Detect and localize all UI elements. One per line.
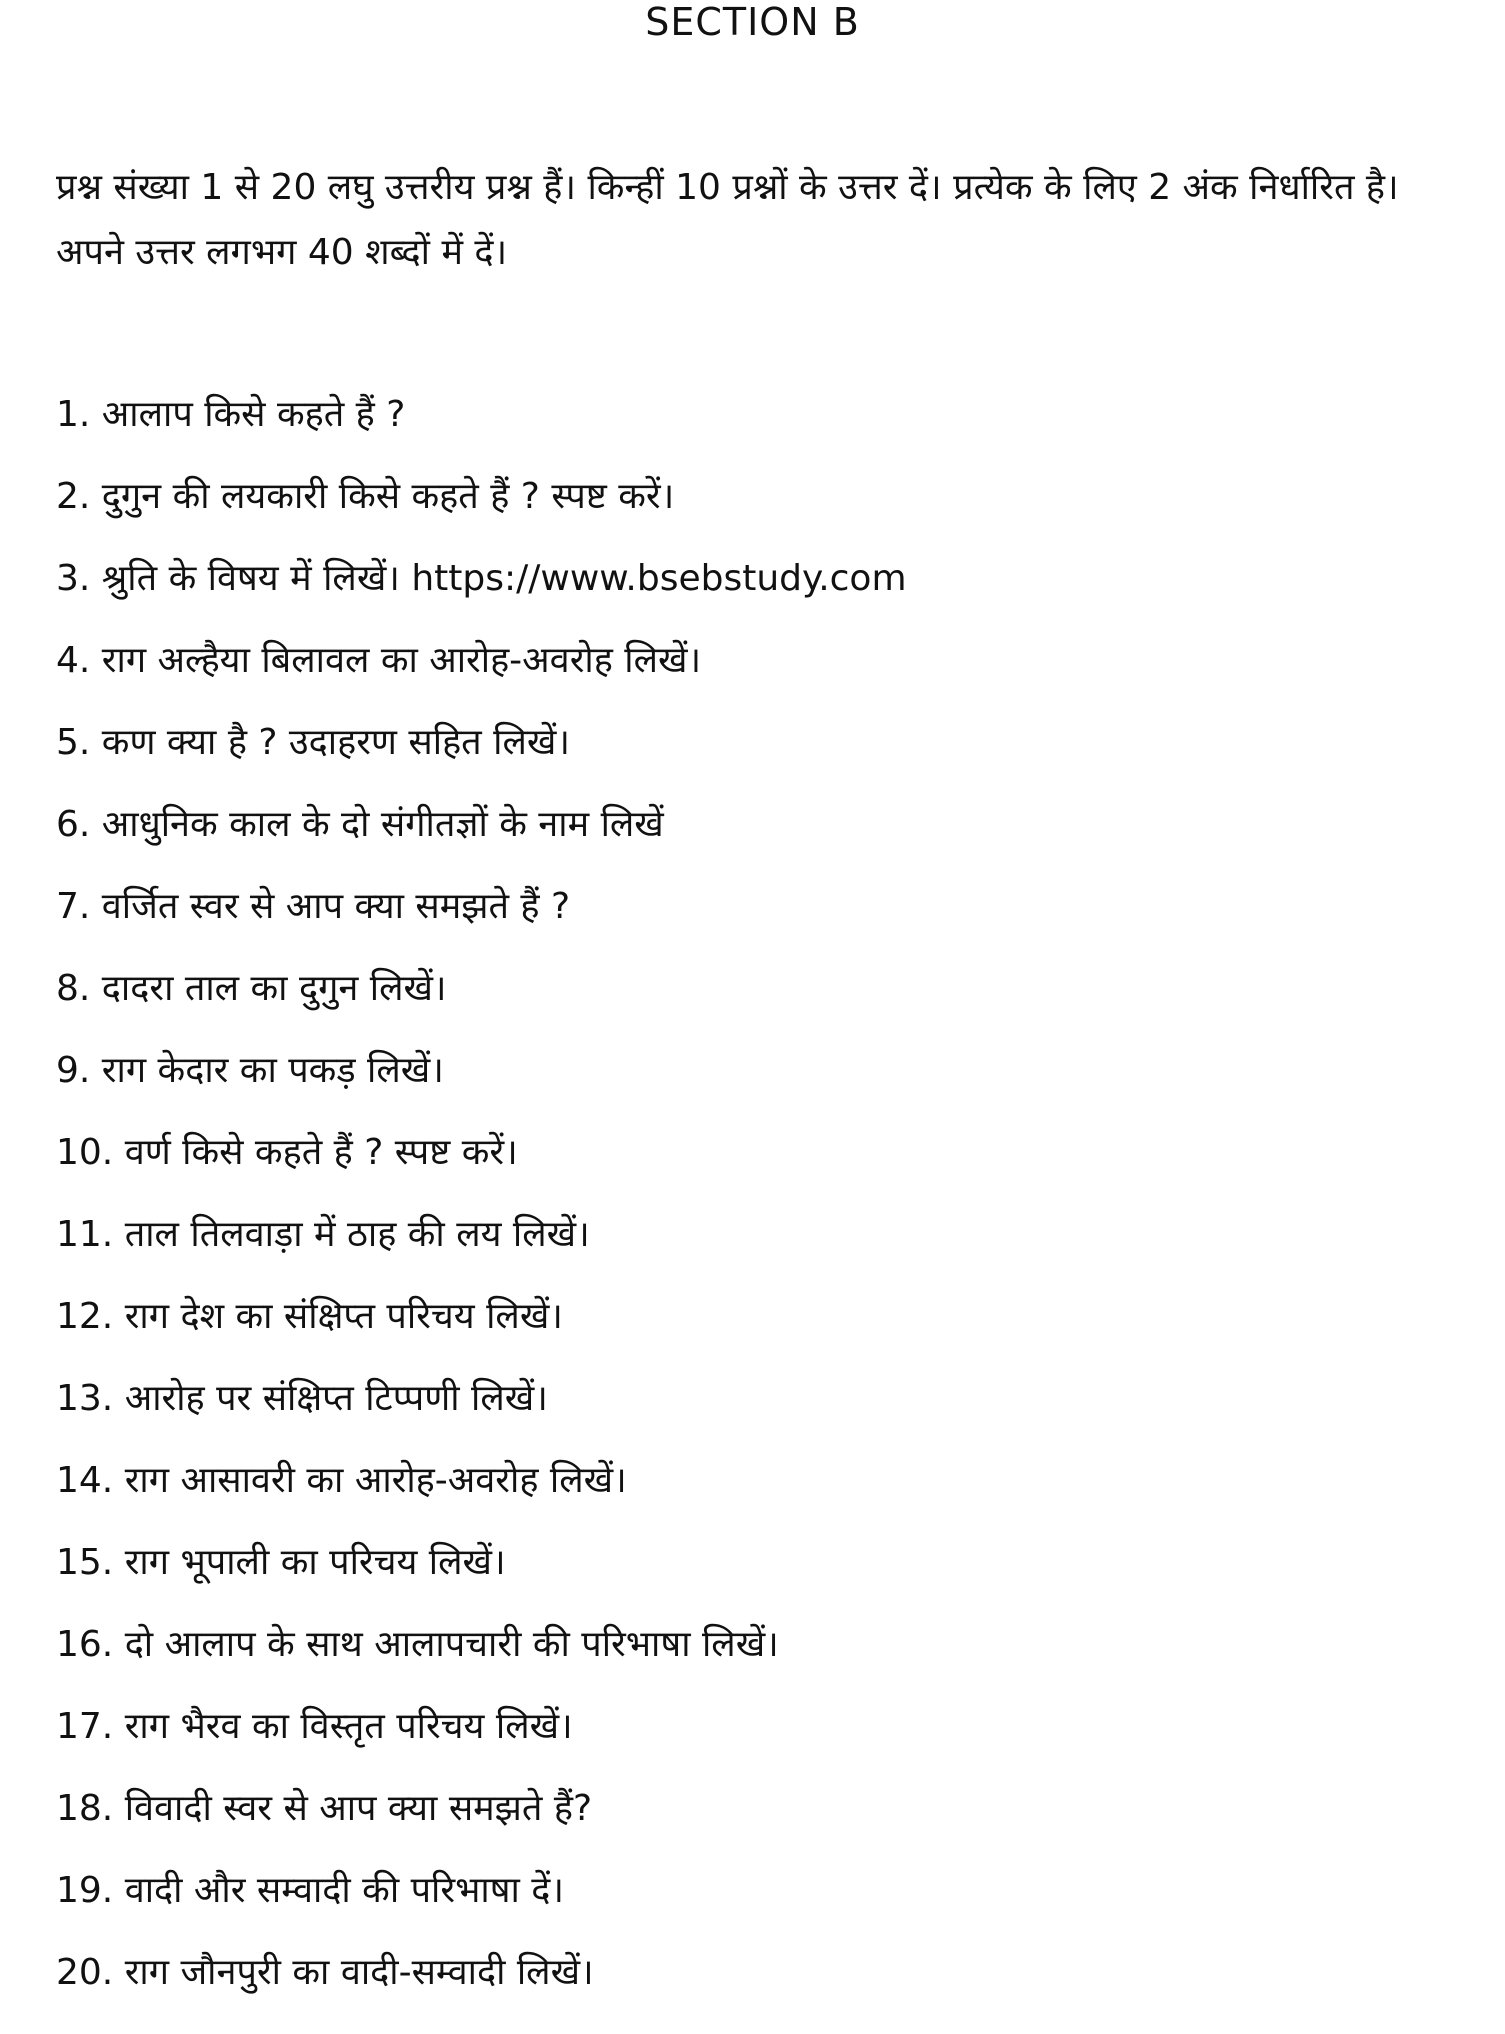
- question-item: 5. कण क्या है ? उदाहरण सहित लिखें।: [56, 722, 570, 763]
- question-item: 6. आधुनिक काल के दो संगीतज्ञों के नाम लिखें: [56, 804, 664, 845]
- question-item: 14. राग आसावरी का आरोह-अवरोह लिखें।: [56, 1460, 627, 1501]
- question-item: 18. विवादी स्वर से आप क्या समझते हैं?: [56, 1788, 593, 1829]
- question-item: 8. दादरा ताल का दुगुन लिखें।: [56, 968, 447, 1009]
- question-item: 2. दुगुन की लयकारी किसे कहते हैं ? स्पष्ट करें।: [56, 476, 675, 517]
- question-item: 3. श्रुति के विषय में लिखें। https://www.bsebstudy.com: [56, 558, 907, 599]
- question-item: 11. ताल तिलवाड़ा में ठाह की लय लिखें।: [56, 1214, 590, 1255]
- question-item: 7. वर्जित स्वर से आप क्या समझते हैं ?: [56, 886, 571, 927]
- question-item: 9. राग केदार का पकड़ लिखें।: [56, 1050, 444, 1091]
- question-item: 20. राग जौनपुरी का वादी-सम्वादी लिखें।: [56, 1952, 594, 1993]
- question-item: 4. राग अल्हैया बिलावल का आरोह-अवरोह लिखें।: [56, 640, 702, 681]
- section-title: SECTION B: [645, 0, 860, 44]
- question-item: 16. दो आलाप के साथ आलापचारी की परिभाषा लिखें।: [56, 1624, 779, 1665]
- question-item: 17. राग भैरव का विस्तृत परिचय लिखें।: [56, 1706, 573, 1747]
- question-item: 15. राग भूपाली का परिचय लिखें।: [56, 1542, 506, 1583]
- instructions: प्रश्न संख्या 1 से 20 लघु उत्तरीय प्रश्न हैं। किन्हीं 10 प्रश्नों के उत्तर दें। प्रत्येक के लिए 2 अंक निर्धारित है। अपने उत्तर लगभग 40 शब्दों में दें।: [56, 167, 1399, 273]
- question-item: 1. आलाप किसे कहते हैं ?: [56, 394, 406, 435]
- question-item: 19. वादी और सम्वादी की परिभाषा दें।: [56, 1870, 565, 1911]
- question-item: 10. वर्ण किसे कहते हैं ? स्पष्ट करें।: [56, 1132, 518, 1173]
- question-item: 12. राग देश का संक्षिप्त परिचय लिखें।: [56, 1296, 563, 1337]
- question-item: 13. आरोह पर संक्षिप्त टिप्पणी लिखें।: [56, 1378, 548, 1419]
